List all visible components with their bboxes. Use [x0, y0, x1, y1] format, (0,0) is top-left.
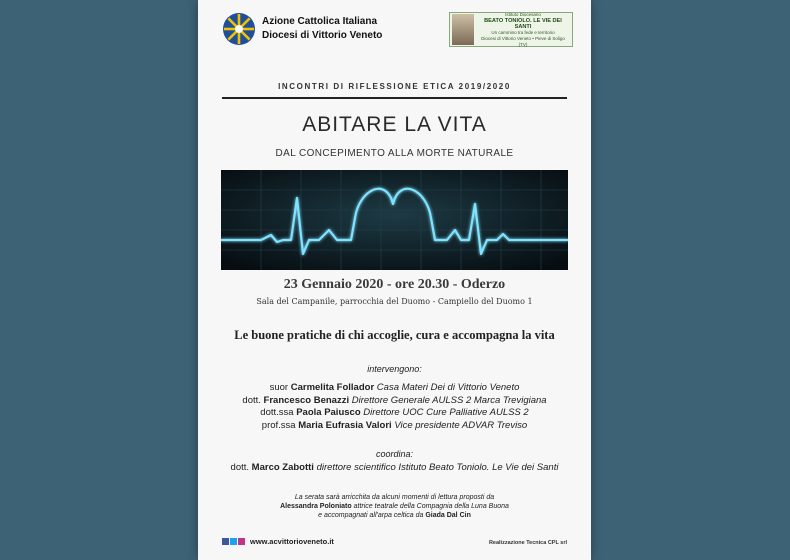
speaker-name: Paola Paiusco: [296, 407, 361, 419]
toniolo-place: Diocesi di Vittorio Veneto • Pieve di Soligo (TV): [481, 35, 565, 47]
speaker-row: [222, 407, 567, 420]
speaker-row: [222, 420, 567, 433]
speaker-role: Casa Materi Dei di Vittorio Veneto: [376, 382, 520, 393]
toniolo-motto: Un cammino tra fede e territorio: [491, 29, 555, 35]
speaker-role: Vice presidente ADVAR Treviso: [394, 419, 528, 431]
note-reader: Alessandra Poloniato: [280, 503, 352, 511]
event-place: Sala del Campanile, parrocchia del Duomo - Campiello del Duomo 1: [256, 297, 533, 306]
speakers-list: [222, 382, 567, 432]
speaker-role: Direttore UOC Cure Palliative AULSS 2: [363, 407, 529, 419]
toniolo-kicker: Istituto Diocesano: [505, 11, 541, 17]
speaker-row: [222, 395, 567, 408]
toniolo-logo: [449, 12, 573, 47]
speaker-name: Maria Eufrasia Valori: [298, 419, 392, 431]
divider: [222, 97, 567, 99]
note-reader-role: attrice teatrale della Compagnia della Luna Buona: [353, 503, 509, 511]
toniolo-name: BEATO TONIOLO. LE VIE DEI SANTI: [484, 17, 562, 30]
print-credit: Realizzazione Tecnica CPL srl: [488, 540, 567, 546]
note-harpist: Giada Dal Cin: [425, 512, 471, 520]
note-harp-prefix: e accompagnati all'arpa celtica da: [318, 512, 424, 520]
ac-name: Azione Cattolica Italiana: [262, 16, 378, 27]
footer-social: [222, 537, 334, 546]
twitter-icon[interactable]: [230, 538, 237, 545]
toniolo-portrait: [452, 14, 474, 45]
ac-diocese: Diocesi di Vittorio Veneto: [262, 30, 383, 41]
coordinator-role: direttore scientifico Istituto Beato Toniolo. Le Vie dei Santi: [316, 462, 559, 473]
poster-subtitle: DAL CONCEPIMENTO ALLA MORTE NATURALE: [275, 148, 514, 159]
website-link[interactable]: www.acvittorioveneto.it: [250, 537, 334, 546]
poster-title: ABITARE LA VITA: [302, 113, 487, 136]
speakers-label: intervengono:: [367, 364, 422, 374]
speaker-title: suor: [269, 382, 289, 393]
evening-note: [222, 493, 567, 521]
event-date: 23 Gennaio 2020 - ore 20.30 - Oderzo: [283, 277, 506, 292]
evening-theme: Le buone pratiche di chi accoglie, cura e accompagna la vita: [234, 328, 555, 342]
speaker-role: Direttore Generale AULSS 2 Marca Trevigiana: [351, 394, 547, 406]
speaker-title: prof.ssa: [261, 419, 296, 431]
facebook-icon[interactable]: [222, 538, 229, 545]
speaker-title: dott.ssa: [260, 407, 294, 419]
coordinator-title: dott.: [230, 462, 250, 473]
coordinator-name: Marco Zabotti: [251, 462, 314, 473]
instagram-icon[interactable]: [238, 538, 245, 545]
azione-cattolica-logo: [222, 12, 382, 46]
sunburst-logo-icon: [222, 12, 256, 46]
poster-sheet: [198, 0, 591, 560]
note-line-1: La serata sarà arricchita da alcuni momenti di lettura proposti da: [294, 494, 495, 501]
speaker-row: [222, 382, 567, 395]
coordinator-row: [212, 462, 577, 473]
heartbeat-heart-image: [221, 170, 568, 270]
coordination-label: coordina:: [375, 449, 414, 459]
speaker-name: Francesco Benazzi: [263, 394, 350, 406]
speaker-title: dott.: [242, 394, 261, 406]
speaker-name: Carmelita Follador: [290, 382, 375, 393]
series-heading: INCONTRI DI RIFLESSIONE ETICA 2019/2020: [278, 82, 511, 91]
